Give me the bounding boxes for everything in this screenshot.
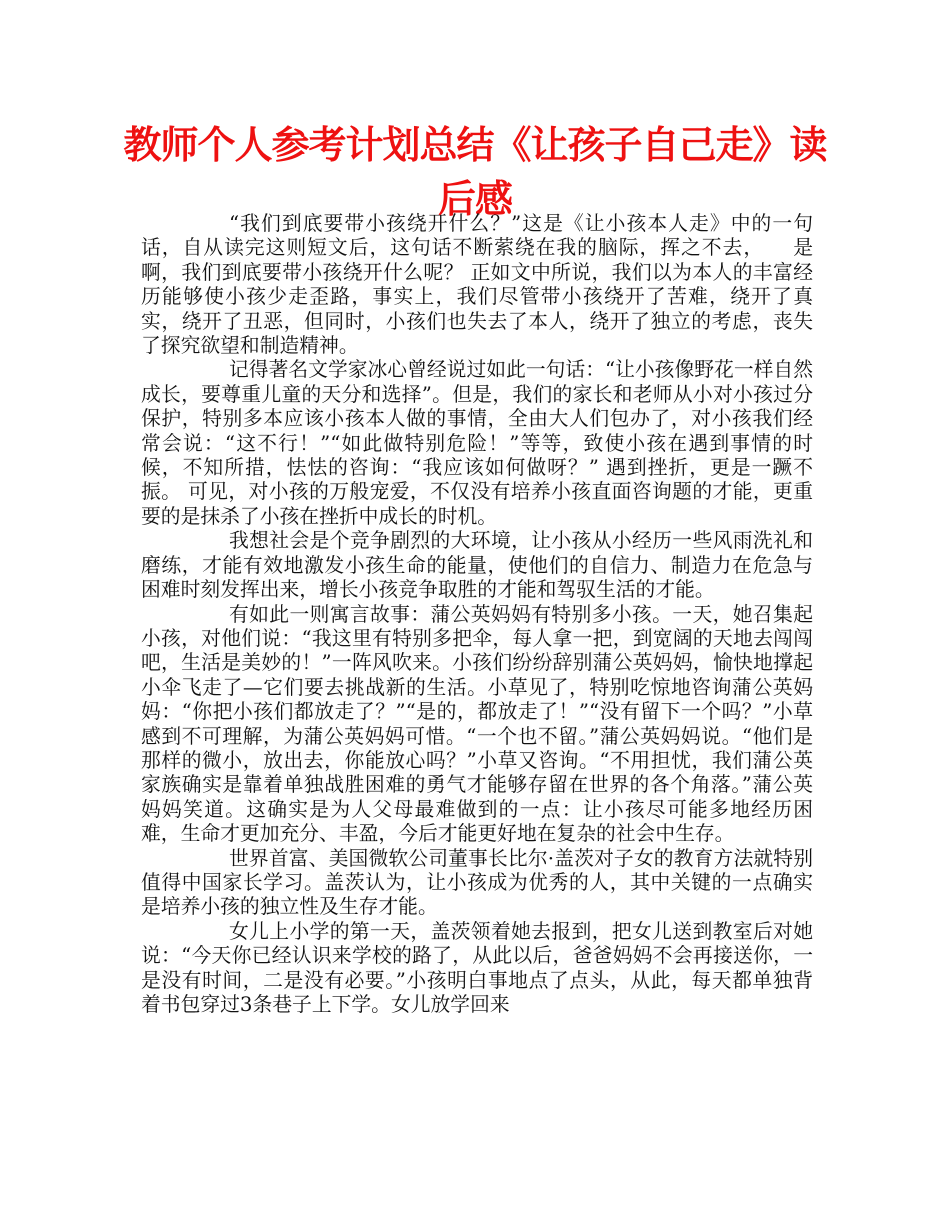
paragraph: “我们到底要带小孩绕开什么？”这是《让小孩本人走》中的一句话，自从读完这则短文后，这句话不断萦绕在我的脑际，挥之不去， 是啊，我们到底要带小孩绕开什么呢？ 正如文中所说，我们以为本人的丰富经历能够使小孩少走歪路，事实上，我们尽管带小孩绕开了苦难，绕开了真实，绕开了丑恶，但同时，小孩们也失去了本人，绕开了独立的考虑，丧失了探究欲望和制造精神。	[141, 212, 813, 358]
paragraph: 女儿上小学的第一天，盖茨领着她去报到，把女儿送到教室后对她说：“今天你已经认识来学校的路了，从此以后，爸爸妈妈不会再接送你，一是没有时间，二是没有必要。”小孩明白事地点了点头，从此，每天都单独背着书包穿过3条巷子上下学。女儿放学回来	[141, 919, 813, 1016]
paragraph: 有如此一则寓言故事：蒲公英妈妈有特别多小孩。一天，她召集起小孩，对他们说：“我这里有特别多把伞，每人拿一把，到宽阔的天地去闯闯吧，生活是美妙的！”一阵风吹来。小孩们纷纷辞别蒲公英妈妈，愉快地撑起小伞飞走了—它们要去挑战新的生活。小草见了，特别吃惊地咨询蒲公英妈妈：“你把小孩们都放走了？”“是的，都放走了！”“没有留下一个吗？”小草感到不可理解，为蒲公英妈妈可惜。“一个也不留。”蒲公英妈妈说。“他们是那样的微小，放出去，你能放心吗？”小草又咨询。“不用担忧，我们蒲公英家族确实是靠着单独战胜困难的勇气才能够存留在世界的各个角落。”蒲公英妈妈笑道。这确实是为人父母最难做到的一点：让小孩尽可能多地经历困难，生命才更加充分、丰盈，今后才能更好地在复杂的社会中生存。	[141, 602, 813, 846]
paragraph: 记得著名文学家冰心曾经说过如此一句话：“让小孩像野花一样自然成长，要尊重儿童的天分和选择”。但是，我们的家长和老师从小对小孩过分保护，特别多本应该小孩本人做的事情，全由大人们包办了，对小孩我们经常会说：“这不行！”“如此做特别危险！”等等，致使小孩在遇到事情的时候，不知所措，怯怯的咨询：“我应该如何做呀？” 遇到挫折，更是一蹶不振。 可见，对小孩的万般宠爱，不仅没有培养小孩直面咨询题的才能，更重要的是抹杀了小孩在挫折中成长的时机。	[141, 358, 813, 528]
document-title: 教师个人参考计划总结《让孩子自己走》读后感	[123, 123, 827, 221]
paragraph: 我想社会是个竞争剧烈的大环境，让小孩从小经历一些风雨洗礼和磨练，才能有效地激发小孩生命的能量，使他们的自信力、制造力在危急与困难时刻发挥出来，增长小孩竞争取胜的才能和驾驭生活的才能。	[141, 529, 813, 602]
paragraph: 世界首富、美国微软公司董事长比尔·盖茨对子女的教育方法就特别值得中国家长学习。盖茨认为，让小孩成为优秀的人，其中关键的一点确实是培养小孩的独立性及生存才能。	[141, 846, 813, 919]
document-body	[141, 212, 813, 1017]
